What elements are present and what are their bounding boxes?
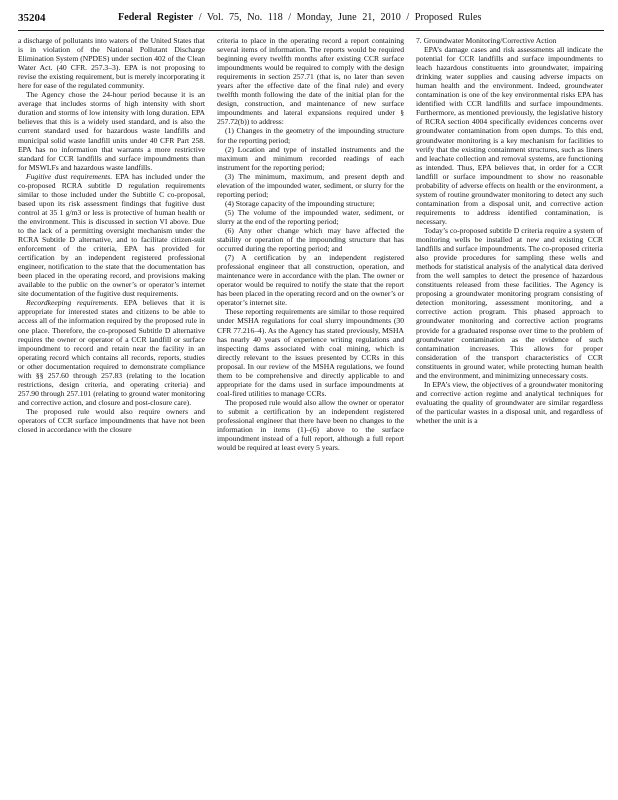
paragraph-text: EPA’s damage cases and risk assessments all indicate the potential for CCR landfills and surface impoundments to leach hazardous constituents into groundwater, impairing drinking water supplies and causing adverse impacts on human health and the environment. Indeed, groundwater contamination is one of the key environmental risks EPA has identified with CCR landfills and surface impoundments. Furthermore, as mentioned previously, the legislative history of RCRA section 4004 specifically evidences concerns over groundwater contamination from open dumps. To this end, groundwater monitoring is a key mechanism for facilities to verify that the existing containment structures, such as liners and leachate collection and removal systems, are functioning as intended. Thus, EPA believes that, in order for a CCR landfill or surface impoundment to show no reasonable probability of adverse effects on health or the environment, a system of routine groundwater monitoring to detect any such contamination from a disposal unit, and corrective action requirements to address identified contamination, is necessary.: [416, 45, 603, 226]
paragraph: [18, 172, 205, 299]
publication-line: [118, 12, 481, 23]
paragraph: [217, 172, 404, 199]
paragraph: [217, 307, 404, 397]
paragraph: [217, 226, 404, 253]
paragraph-text: (6) Any other change which may have affected the stability or operation of the impounding structure that has occurred during the reporting period; and: [217, 225, 404, 254]
paragraph-text: 7. Groundwater Monitoring/Corrective Action: [416, 36, 557, 45]
document-page: [18, 8, 604, 794]
paragraph-text: The Agency chose the 24-hour period because it is an average that includes storms of high intensity with short duration and storms of low intensity with long duration. EPA believes that this is a widely used standard, and is also the current standard used for hazardous waste landfills and municipal solid waste landfill units under 40 CFR Part 258. EPA has no information that warrants a more restrictive standard for CCR landfills and surface impoundments than for MSWLFs and hazardous waste landfills.: [18, 90, 205, 172]
publication-name: Federal Register: [118, 12, 194, 23]
paragraph: [18, 36, 205, 90]
paragraph-text: The proposed rule would also require owners and operators of CCR surface impoundments that have not been closed in accordance with the closure: [18, 406, 205, 435]
paragraph-text: (2) Location and type of installed instruments and the maximum and minimum recorded readings of each instrument for the reporting period;: [217, 144, 404, 172]
paragraph-text: The proposed rule would also allow the owner or operator to submit a certification by an independent registered professional engineer that there have been no changes to the information in items (1)–(6) above to the surface impoundment instead of a full report, although a full report would be required at least every 5 years.: [217, 397, 404, 453]
page-header: [18, 8, 604, 31]
page-number: 35204: [18, 12, 46, 24]
column-left: [18, 36, 205, 788]
paragraph-text: (7) A certification by an independent registered professional engineer that all construction, operation, and maintenance were in accordance with the plan. The owner or operator would be required to notify the state that the report has been placed in the operating record and on the owner’s or operator’s internet site.: [217, 253, 404, 308]
volume-date-info: / Vol. 75, No. 118 / Monday, June 21, 2010 / Proposed Rules: [198, 12, 482, 23]
paragraph-text: a discharge of pollutants into waters of the United States that is in violation of the National Pollutant Discharge Elimination System (NPDES) under section 402 of the Clean Water Act. (40 CFR. 257.3–3). EPA is not proposing to revise the existing requirement, but is merely incorporating it here for ease of the regulated community.: [18, 36, 205, 91]
paragraph-text: EPA believes that it is appropriate for interested states and citizens to be able to access all of the information required by the proposed rule in one place. Therefore, the co-proposed Subtitle D alternative requires the owner or operator of a CCR landfill or surface impoundment to record and retain near the facility in an operating record which contains all records, reports, studies or other documentation required to demonstrate compliance with §§ 257.60 through 257.83 (relating to the location restrictions, design criteria, and operating criteria) and 257.90 through 257.101 (relating to ground water monitoring and corrective action, and closure and post-closure care).: [18, 298, 205, 407]
paragraph: [18, 407, 205, 434]
paragraph-text: (5) The volume of the impounded water, sediment, or slurry at the end of the reporting period;: [217, 207, 404, 226]
paragraph: [416, 380, 603, 425]
paragraph-text: EPA has included under the co-proposed RCRA subtitle D regulation requirements similar to those included under the Subtitle C co-proposal, based upon its risk assessment findings that fugitive dust control at 35 1 g/m3 or less is protective of human health or the environment. This is discussed in section VI above. Due to the lack of a permitting oversight mechanism under the RCRA Subtitle D alternative, and to facilitate citizen-suit enforcement of the criteria, EPA has provided for certification by an independent registered professional engineer, notification to the state that the documentation has been placed in the operating record, and provisions making available to the public on the owner’s or operator’s internet site documentation of the fugitive dust requirements.: [18, 171, 205, 299]
paragraph-text: (3) The minimum, maximum, and present depth and elevation of the impounded water, sediment, or slurry for the reporting period;: [217, 171, 404, 199]
paragraph-lead-heading: Fugitive dust requirements.: [26, 171, 113, 181]
paragraph: [217, 145, 404, 172]
paragraph: [217, 36, 404, 126]
paragraph: [217, 208, 404, 226]
paragraph: [18, 90, 205, 171]
paragraph-text: These reporting requirements are similar to those required under MSHA regulations for coal slurry impoundments (30 CFR 77.216–4). As the Agency has stated previously, MSHA has nearly 40 years of experience writing regulations and inspecting dams associated with coal mining, which is directly relevant to the issues presented by CCRs in this proposal. In our review of the MSHA regulations, we found them to be comprehensive and directly applicable to and appropriate for the dams used in surface impoundments at coal-fired utilities to manage CCRs.: [217, 307, 404, 398]
paragraph: [217, 398, 404, 452]
paragraph: [416, 45, 603, 226]
section-heading: [416, 36, 603, 45]
column-right: [416, 36, 603, 788]
paragraph-lead-heading: Recordkeeping requirements.: [26, 298, 119, 308]
paragraph: [217, 126, 404, 144]
paragraph-text: In EPA’s view, the objectives of a groundwater monitoring and corrective action regime and analytical techniques for evaluating the quality of groundwater are similar regardless of the particular wastes in a disposal unit, and regardless of whether the unit is a: [416, 379, 603, 425]
paragraph: [217, 253, 404, 307]
paragraph: [18, 298, 205, 407]
paragraph: [217, 199, 404, 208]
paragraph-text: Today’s co-proposed subtitle D criteria require a system of monitoring wells be installed at new and existing CCR landfills and surface impoundments. The co-proposed criteria also provide procedures for sampling these wells and methods for statistical analysis of the analytical data derived from the well samples to detect the presence of hazardous constituents released from these facilities. The Agency is proposing a groundwater monitoring program consisting of detection monitoring, assessment monitoring, and a corrective action program. This phased approach to groundwater monitoring and corrective action programs provide for a graduated response over time to the problem of groundwater contamination as the evidence of such contamination increases. This allows for proper consideration of the transport characteristics of CCR constituents in ground water, while protecting human health and the environment, and minimizing unnecessary costs.: [416, 225, 603, 380]
text-columns: [18, 36, 604, 788]
paragraph-text: (4) Storage capacity of the impounding structure;: [225, 198, 375, 208]
paragraph: [416, 226, 603, 380]
column-middle: [217, 36, 404, 788]
paragraph-text: criteria to place in the operating record a report containing several items of information. The reports would be required beginning every twelfth months after existing CCR surface impoundments would be required to comply with the design requirements in section 257.71 (that is, no later than seven years after the effective date of the final rule) and every twelfth month following the date of the initial plan for the design, construction, and maintenance of new surface impoundments and lateral expansions required under § 257.72(b)) to address:: [217, 36, 404, 127]
paragraph-text: (1) Changes in the geometry of the impounding structure for the reporting period;: [217, 126, 404, 145]
